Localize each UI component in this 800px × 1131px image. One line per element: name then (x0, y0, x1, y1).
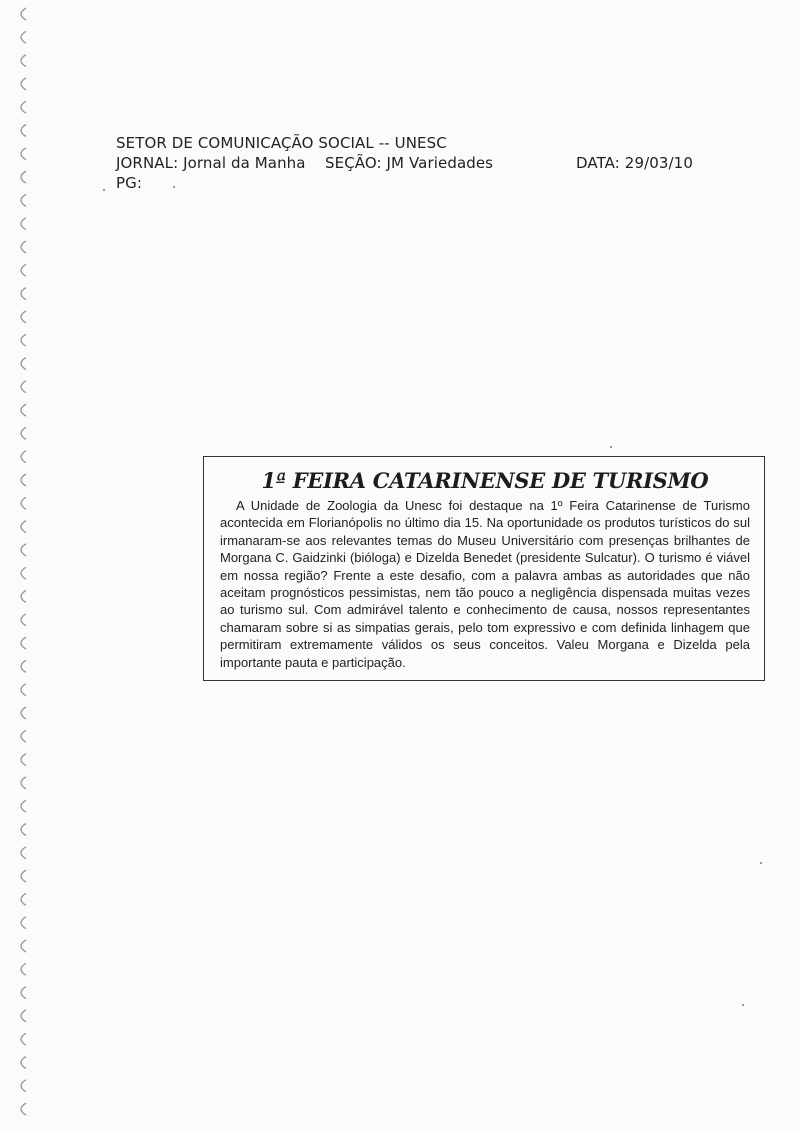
jornal-label: JORNAL: Jornal da Manha (116, 154, 306, 172)
binding-hole (21, 31, 26, 43)
binding-hole (21, 218, 26, 230)
binding-hole (21, 963, 26, 975)
binding-hole (21, 940, 26, 952)
binding-hole (21, 264, 26, 276)
newspaper-clipping (203, 456, 765, 681)
scan-speck (760, 862, 762, 864)
binding-hole (21, 171, 26, 183)
binding-hole (21, 987, 26, 999)
binding-hole (21, 567, 26, 579)
binding-hole (21, 754, 26, 766)
binding-hole (21, 824, 26, 836)
binding-hole (21, 1010, 26, 1022)
binding-hole (21, 427, 26, 439)
binding-hole (21, 893, 26, 905)
clipping-title: 1ª FEIRA CATARINENSE DE TURISMO (261, 468, 709, 493)
binding-hole (21, 1057, 26, 1069)
binding-hole (21, 451, 26, 463)
binding-hole (21, 497, 26, 509)
binding-hole (21, 194, 26, 206)
binding-hole (21, 241, 26, 253)
clipping-header (116, 133, 756, 193)
scan-speck (610, 446, 612, 448)
binding-hole (21, 707, 26, 719)
binding-hole (21, 404, 26, 416)
binding-hole (21, 55, 26, 67)
binding-hole (21, 1033, 26, 1045)
binding-hole (21, 777, 26, 789)
binding-hole (21, 78, 26, 90)
binding-hole (21, 870, 26, 882)
page-label: PG: (116, 174, 143, 192)
binding-hole (21, 381, 26, 393)
binding-hole (21, 800, 26, 812)
binding-hole (21, 101, 26, 113)
spiral-binding-holes (8, 0, 38, 1131)
date-label: DATA: 29/03/10 (576, 154, 693, 172)
binding-hole (21, 288, 26, 300)
binding-hole (21, 8, 26, 20)
binding-hole (21, 544, 26, 556)
binding-hole (21, 660, 26, 672)
binding-hole (21, 125, 26, 137)
binding-hole (21, 1080, 26, 1092)
binding-hole (21, 684, 26, 696)
scan-speck (742, 1004, 744, 1006)
binding-hole (21, 917, 26, 929)
binding-hole (21, 847, 26, 859)
binding-hole (21, 334, 26, 346)
binding-hole (21, 591, 26, 603)
secao-label: SEÇÃO: JM Variedades (325, 154, 494, 172)
scan-speck (173, 186, 175, 188)
binding-hole (21, 474, 26, 486)
scan-speck (103, 189, 105, 191)
binding-hole (21, 730, 26, 742)
binding-hole (21, 311, 26, 323)
binding-hole (21, 1103, 26, 1115)
binding-hole (21, 521, 26, 533)
binding-hole (21, 148, 26, 160)
sector-label: SETOR DE COMUNICAÇÃO SOCIAL -- UNESC (116, 134, 447, 152)
binding-hole (21, 614, 26, 626)
clipping-body: A Unidade de Zoologia da Unesc foi destaque na 1º Feira Catarinense de Turismo acontecida em Florianópolis no último dia 15. Na oportunidade os produtos turísticos do sul irmanaram-se aos relevantes temas do Museu Universitário com presenças brilhantes de Morgana C. Gaidzinki (bióloga) e Dizelda Benedet (presidente Sulcatur). O turismo é viável em nossa região? Frente a este desafio, com a palavra ambas as autoridades que não aceitam prognósticos pessimistas, nem tão pouco a negligência dispensada muitas vezes ao turismo sul. Com admirável talento e conhecimento de causa, nossos representantes chamaram sobre si as simpatias gerais, pelo tom expressivo e com definida linhagem que permitiram extremamente válidos os seus conceitos. Valeu Morgana e Dizelda pela importante pauta e participação. (220, 498, 750, 670)
binding-hole (21, 358, 26, 370)
binding-hole (21, 637, 26, 649)
